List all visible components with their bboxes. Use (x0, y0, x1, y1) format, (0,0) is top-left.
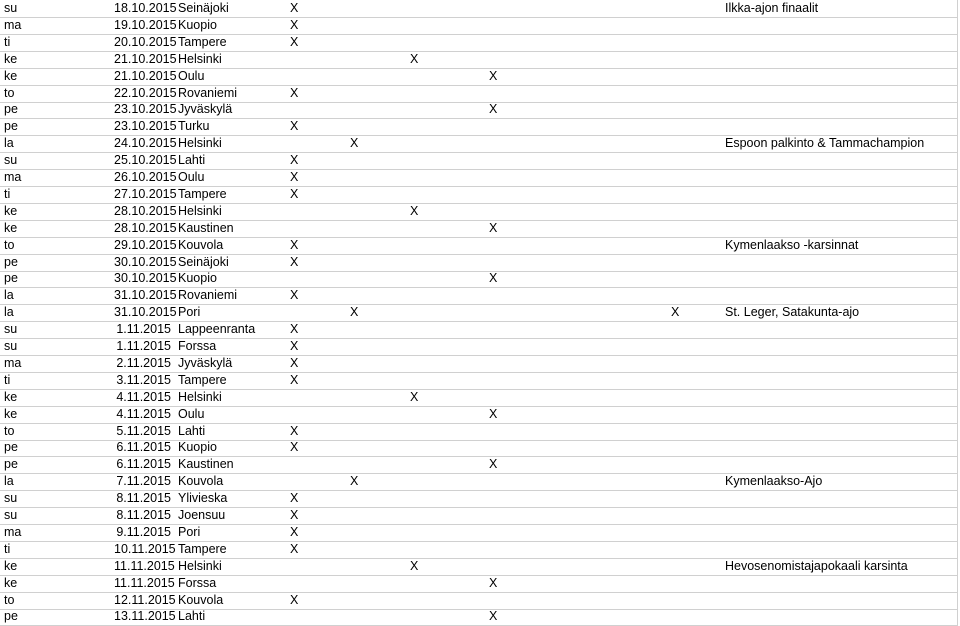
table-row (0, 304, 957, 322)
mark-cell-1: X (290, 440, 299, 455)
table-row (0, 68, 957, 86)
day-cell: su (4, 153, 18, 168)
mark-cell-1: X (290, 339, 299, 353)
mark-cell-2: X (350, 136, 359, 151)
table-row (0, 135, 957, 153)
table-row (0, 372, 957, 390)
day-cell: pe (4, 271, 18, 286)
day-cell: ma (4, 355, 22, 370)
date-cell: 6.11.2015 (116, 457, 171, 472)
date-cell: 30.10.2015 (114, 271, 177, 286)
day-cell: pe (4, 457, 18, 472)
date-cell: 18.10.2015 (114, 1, 177, 15)
mark-cell-4: X (489, 271, 498, 286)
mark-cell-1: X (290, 355, 299, 370)
mark-cell-1: X (290, 592, 299, 607)
note-cell: Kymenlaakso-Ajo (725, 474, 823, 489)
date-cell: 20.10.2015 (114, 34, 177, 49)
date-cell: 5.11.2015 (116, 423, 171, 438)
mark-cell-1: X (290, 541, 299, 556)
table-row (0, 0, 957, 18)
mark-cell-1: X (290, 153, 299, 168)
mark-cell-3: X (410, 203, 419, 218)
mark-cell-1: X (290, 372, 299, 387)
city-cell: Jyväskylä (178, 102, 233, 117)
city-cell: Oulu (178, 170, 205, 184)
city-cell: Kuopio (178, 440, 217, 455)
day-cell: ti (4, 372, 11, 387)
table-row (0, 338, 957, 356)
date-cell: 7.11.2015 (116, 474, 171, 489)
date-cell: 23.10.2015 (114, 119, 177, 134)
city-cell: Jyväskylä (178, 355, 233, 370)
date-cell: 23.10.2015 (114, 102, 177, 117)
mark-cell-1: X (290, 237, 299, 252)
city-cell: Kuopio (178, 271, 217, 286)
table-row (0, 456, 957, 474)
table-row (0, 592, 957, 610)
table-row (0, 118, 957, 136)
date-cell: 4.11.2015 (116, 406, 171, 421)
day-cell: ke (4, 406, 18, 421)
table-row (0, 237, 957, 255)
mark-cell-1: X (290, 322, 299, 337)
date-cell: 2.11.2015 (116, 355, 171, 370)
day-cell: su (4, 322, 18, 337)
day-cell: pe (4, 609, 18, 624)
date-cell: 21.10.2015 (114, 51, 177, 66)
city-cell: Lappeenranta (178, 322, 256, 337)
table-row (0, 389, 957, 407)
date-cell: 22.10.2015 (114, 85, 177, 100)
city-cell: Pori (178, 305, 201, 320)
city-cell: Kaustinen (178, 457, 234, 472)
day-cell: su (4, 508, 18, 522)
note-cell: Ilkka-ajon finaalit (725, 1, 819, 15)
mark-cell-1: X (290, 34, 299, 49)
day-cell: ke (4, 203, 18, 218)
table-row (0, 558, 957, 576)
table-row (0, 541, 957, 559)
table-row (0, 101, 957, 119)
city-cell: Tampere (178, 541, 227, 556)
city-cell: Helsinki (178, 558, 222, 573)
date-cell: 13.11.2015 (114, 609, 176, 624)
city-cell: Forssa (178, 575, 217, 590)
date-cell: 3.11.2015 (116, 372, 171, 387)
date-cell: 11.11.2015 (114, 558, 175, 573)
day-cell: ke (4, 389, 18, 404)
date-cell: 6.11.2015 (116, 440, 171, 455)
city-cell: Seinäjoki (178, 1, 229, 15)
table-row (0, 406, 957, 424)
city-cell: Kouvola (178, 592, 224, 607)
mark-cell-3: X (410, 558, 419, 573)
day-cell: la (4, 305, 14, 320)
day-cell: su (4, 1, 18, 15)
date-cell: 30.10.2015 (114, 254, 177, 269)
date-cell: 31.10.2015 (114, 305, 177, 320)
day-cell: su (4, 339, 18, 353)
city-cell: Ylivieska (178, 491, 228, 506)
note-cell: Hevosenomistajapokaali karsinta (725, 558, 908, 573)
table-row (0, 270, 957, 288)
city-cell: Kaustinen (178, 220, 234, 235)
mark-cell-1: X (290, 288, 299, 303)
day-cell: su (4, 491, 18, 506)
day-cell: ke (4, 220, 18, 235)
day-cell: ti (4, 186, 11, 201)
table-row (0, 321, 957, 339)
mark-cell-1: X (290, 423, 299, 438)
day-cell: ke (4, 51, 18, 66)
city-cell: Turku (178, 119, 210, 134)
date-cell: 12.11.2015 (114, 592, 176, 607)
mark-cell-4: X (489, 609, 498, 624)
mark-cell-1: X (290, 1, 299, 15)
table-row (0, 254, 957, 272)
mark-cell-4: X (489, 220, 498, 235)
city-cell: Kuopio (178, 17, 217, 32)
city-cell: Kouvola (178, 474, 224, 489)
city-cell: Tampere (178, 186, 227, 201)
table-row (0, 152, 957, 170)
table-row (0, 473, 957, 491)
day-cell: to (4, 423, 15, 438)
mark-cell-1: X (290, 186, 299, 201)
city-cell: Forssa (178, 339, 217, 353)
date-cell: 27.10.2015 (114, 186, 177, 201)
date-cell: 28.10.2015 (114, 203, 177, 218)
note-cell: St. Leger, Satakunta-ajo (725, 305, 860, 320)
table-row (0, 203, 957, 221)
mark-cell-2: X (350, 474, 359, 489)
mark-cell-3: X (410, 389, 419, 404)
city-cell: Tampere (178, 34, 227, 49)
date-cell: 10.11.2015 (114, 541, 176, 556)
date-cell: 24.10.2015 (114, 136, 177, 151)
mark-cell-1: X (290, 491, 299, 506)
mark-cell-3: X (410, 51, 419, 66)
table-row (0, 423, 957, 441)
table-row (0, 287, 957, 305)
table-row (0, 439, 957, 457)
city-cell: Helsinki (178, 136, 222, 151)
mark-cell-1: X (290, 254, 299, 269)
mark-cell-1: X (290, 524, 299, 539)
city-cell: Lahti (178, 423, 206, 438)
day-cell: ma (4, 524, 22, 539)
day-cell: la (4, 288, 14, 303)
table-row (0, 524, 957, 542)
date-cell: 1.11.2015 (116, 322, 171, 337)
table-row (0, 507, 957, 525)
table-row (0, 17, 957, 35)
mark-cell-4: X (489, 575, 498, 590)
mark-cell-4: X (489, 102, 498, 117)
date-cell: 11.11.2015 (114, 575, 175, 590)
mark-cell-4: X (489, 457, 498, 472)
mark-cell-4: X (489, 406, 498, 421)
day-cell: la (4, 136, 14, 151)
date-cell: 29.10.2015 (114, 237, 177, 252)
table-row (0, 355, 957, 373)
date-cell: 1.11.2015 (116, 339, 171, 353)
mark-cell-1: X (290, 17, 299, 32)
sheet-right-border (957, 0, 958, 626)
date-cell: 9.11.2015 (116, 524, 171, 539)
mark-cell-5: X (671, 305, 680, 320)
mark-cell-1: X (290, 85, 299, 100)
city-cell: Helsinki (178, 203, 222, 218)
day-cell: ti (4, 541, 11, 556)
city-cell: Oulu (178, 68, 205, 83)
city-cell: Rovaniemi (178, 85, 238, 100)
day-cell: ma (4, 170, 22, 184)
day-cell: pe (4, 254, 18, 269)
date-cell: 25.10.2015 (114, 153, 177, 168)
table-row (0, 34, 957, 52)
day-cell: pe (4, 102, 18, 117)
table-row (0, 608, 957, 626)
date-cell: 28.10.2015 (114, 220, 177, 235)
day-cell: to (4, 85, 15, 100)
city-cell: Rovaniemi (178, 288, 238, 303)
day-cell: ke (4, 558, 18, 573)
note-cell: Espoon palkinto & Tammachampion (725, 136, 925, 151)
table-row (0, 220, 957, 238)
table-row (0, 51, 957, 69)
mark-cell-1: X (290, 170, 299, 184)
day-cell: pe (4, 440, 18, 455)
date-cell: 21.10.2015 (114, 68, 177, 83)
day-cell: ke (4, 575, 18, 590)
city-cell: Tampere (178, 372, 227, 387)
table-row (0, 186, 957, 204)
city-cell: Oulu (178, 406, 205, 421)
city-cell: Kouvola (178, 237, 224, 252)
day-cell: ke (4, 68, 18, 83)
city-cell: Seinäjoki (178, 254, 229, 269)
date-cell: 8.11.2015 (116, 508, 171, 522)
mark-cell-1: X (290, 508, 299, 522)
date-cell: 19.10.2015 (114, 17, 177, 32)
day-cell: pe (4, 119, 18, 134)
city-cell: Lahti (178, 153, 206, 168)
city-cell: Helsinki (178, 51, 222, 66)
note-cell: Kymenlaakso -karsinnat (725, 237, 859, 252)
day-cell: la (4, 474, 14, 489)
table-row (0, 490, 957, 508)
date-cell: 26.10.2015 (114, 170, 177, 184)
table-row (0, 575, 957, 593)
date-cell: 4.11.2015 (116, 389, 171, 404)
day-cell: ma (4, 17, 22, 32)
mark-cell-4: X (489, 68, 498, 83)
table-row (0, 85, 957, 103)
date-cell: 8.11.2015 (116, 491, 171, 506)
city-cell: Pori (178, 524, 201, 539)
city-cell: Lahti (178, 609, 206, 624)
city-cell: Joensuu (178, 508, 226, 522)
city-cell: Helsinki (178, 389, 222, 404)
day-cell: to (4, 592, 15, 607)
table-row (0, 169, 957, 187)
day-cell: to (4, 237, 15, 252)
date-cell: 31.10.2015 (114, 288, 177, 303)
mark-cell-1: X (290, 119, 299, 134)
day-cell: ti (4, 34, 11, 49)
mark-cell-2: X (350, 305, 359, 320)
